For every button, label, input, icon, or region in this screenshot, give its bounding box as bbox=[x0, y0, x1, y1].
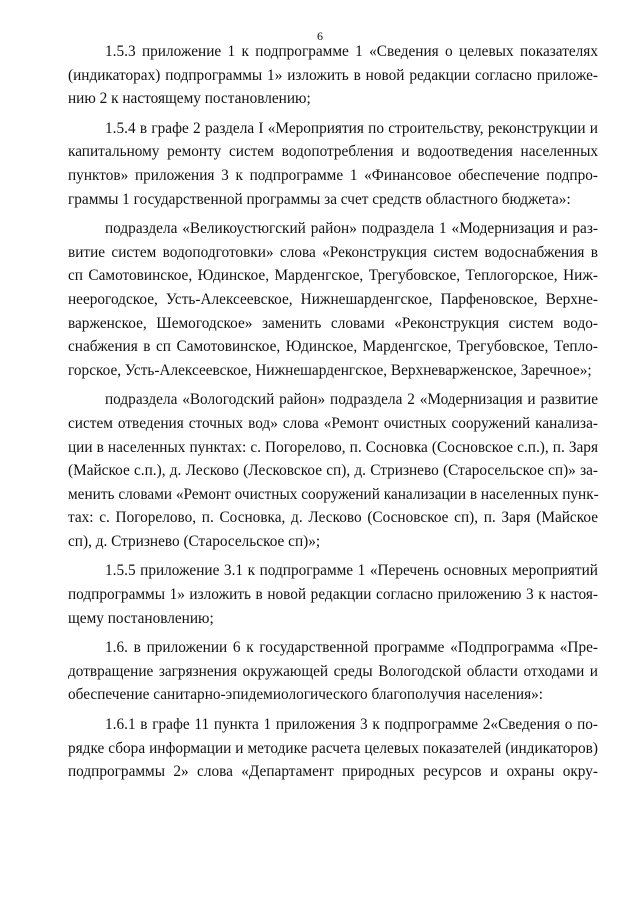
text-line: дотвращение загрязнения окружающей среды Вологодской области отходами и bbox=[68, 662, 598, 680]
text-line: сп), д. Стризнево (Старосельское сп)»; bbox=[68, 532, 321, 550]
text-line: 1.5.4 в графе 2 раздела I «Мероприятия по строительству, реконструкции и bbox=[105, 119, 598, 137]
text-line: варженское, Шемогодское» заменить словами «Реконструкция систем водо- bbox=[68, 314, 598, 332]
text-line: систем отведения сточных вод» слова «Ремонт очистных сооружений канализа- bbox=[68, 414, 598, 432]
text-line: сп Самотовинское, Юдинское, Марденгское, Трегубовское, Теплогорское, Ниж- bbox=[68, 267, 598, 285]
text-line: пунктов» приложения 3 к подпрограмме 1 «Финансовое обеспечение подпро- bbox=[68, 166, 598, 184]
text-line: нию 2 к настоящему постановлению; bbox=[68, 90, 311, 108]
text-line: 1.5.5 приложение 3.1 к подпрограмме 1 «Перечень основных мероприятий bbox=[105, 562, 598, 580]
text-line: (Майское с.п.), д. Лесково (Лесковское сп), д. Стризнево (Старосельское сп)» за- bbox=[68, 462, 598, 480]
text-line: подпрограммы 2» слова «Департамент природных ресурсов и охраны окру- bbox=[68, 763, 598, 781]
text-line: 1.6. в приложении 6 к государственной программе «Подпрограмма «Пре- bbox=[105, 639, 598, 657]
text-line: подраздела «Великоустюгский район» подраздела 1 «Модернизация и раз- bbox=[105, 220, 598, 238]
text-line: обеспечение санитарно-эпидемиологического благополучия населения»: bbox=[68, 686, 544, 704]
text-line: витие систем водоподготовки» слова «Реконструкция систем водоснабжения в bbox=[68, 243, 598, 261]
text-line: подпрограммы 1» изложить в новой редакции согласно приложению 3 к настоя- bbox=[68, 586, 598, 604]
text-line: снабжения в сп Самотовинское, Юдинское, Марденгское, Трегубовское, Тепло- bbox=[68, 338, 598, 356]
text-line: 1.6.1 в графе 11 пункта 1 приложения 3 к подпрограмме 2«Сведения о по- bbox=[105, 716, 598, 734]
text-line: неерогодское, Усть-Алексеевское, Нижнешарденгское, Парфеновское, Верхне- bbox=[68, 290, 598, 308]
text-line: щему постановлению; bbox=[68, 609, 214, 627]
text-line: 1.5.3 приложение 1 к подпрограмме 1 «Сведения о целевых показателях bbox=[105, 43, 598, 60]
text-line: ции в населенных пунктах: с. Погорелово, п. Сосновка (Сосновское с.п.), п. Заря bbox=[68, 438, 598, 456]
text-line: капитальному ремонту систем водопотребления и водоотведения населенных bbox=[68, 143, 598, 161]
text-line: подраздела «Вологодский район» подраздела 2 «Модернизация и развитие bbox=[105, 391, 598, 409]
text-line: тах: с. Погорелово, п. Сосновка, д. Лесково (Сосновское сп), п. Заря (Майское bbox=[68, 509, 598, 527]
text-line: горское, Усть-Алексеевское, Нижнешарденгское, Верхневарженское, Заречное»; bbox=[68, 361, 592, 379]
text-line: (индикаторах) подпрограммы 1» изложить в новой редакции согласно приложе- bbox=[68, 66, 598, 84]
text-line: граммы 1 государственной программы за счет средств областного бюджета»: bbox=[68, 190, 571, 208]
document-body bbox=[68, 40, 598, 784]
page-number: 6 bbox=[317, 29, 323, 43]
text-line: рядке сбора информации и методике расчета целевых показателей (индикаторов) bbox=[68, 739, 598, 757]
text-line: менить словами «Ремонт очистных сооружений канализации в населенных пунк- bbox=[68, 485, 599, 503]
